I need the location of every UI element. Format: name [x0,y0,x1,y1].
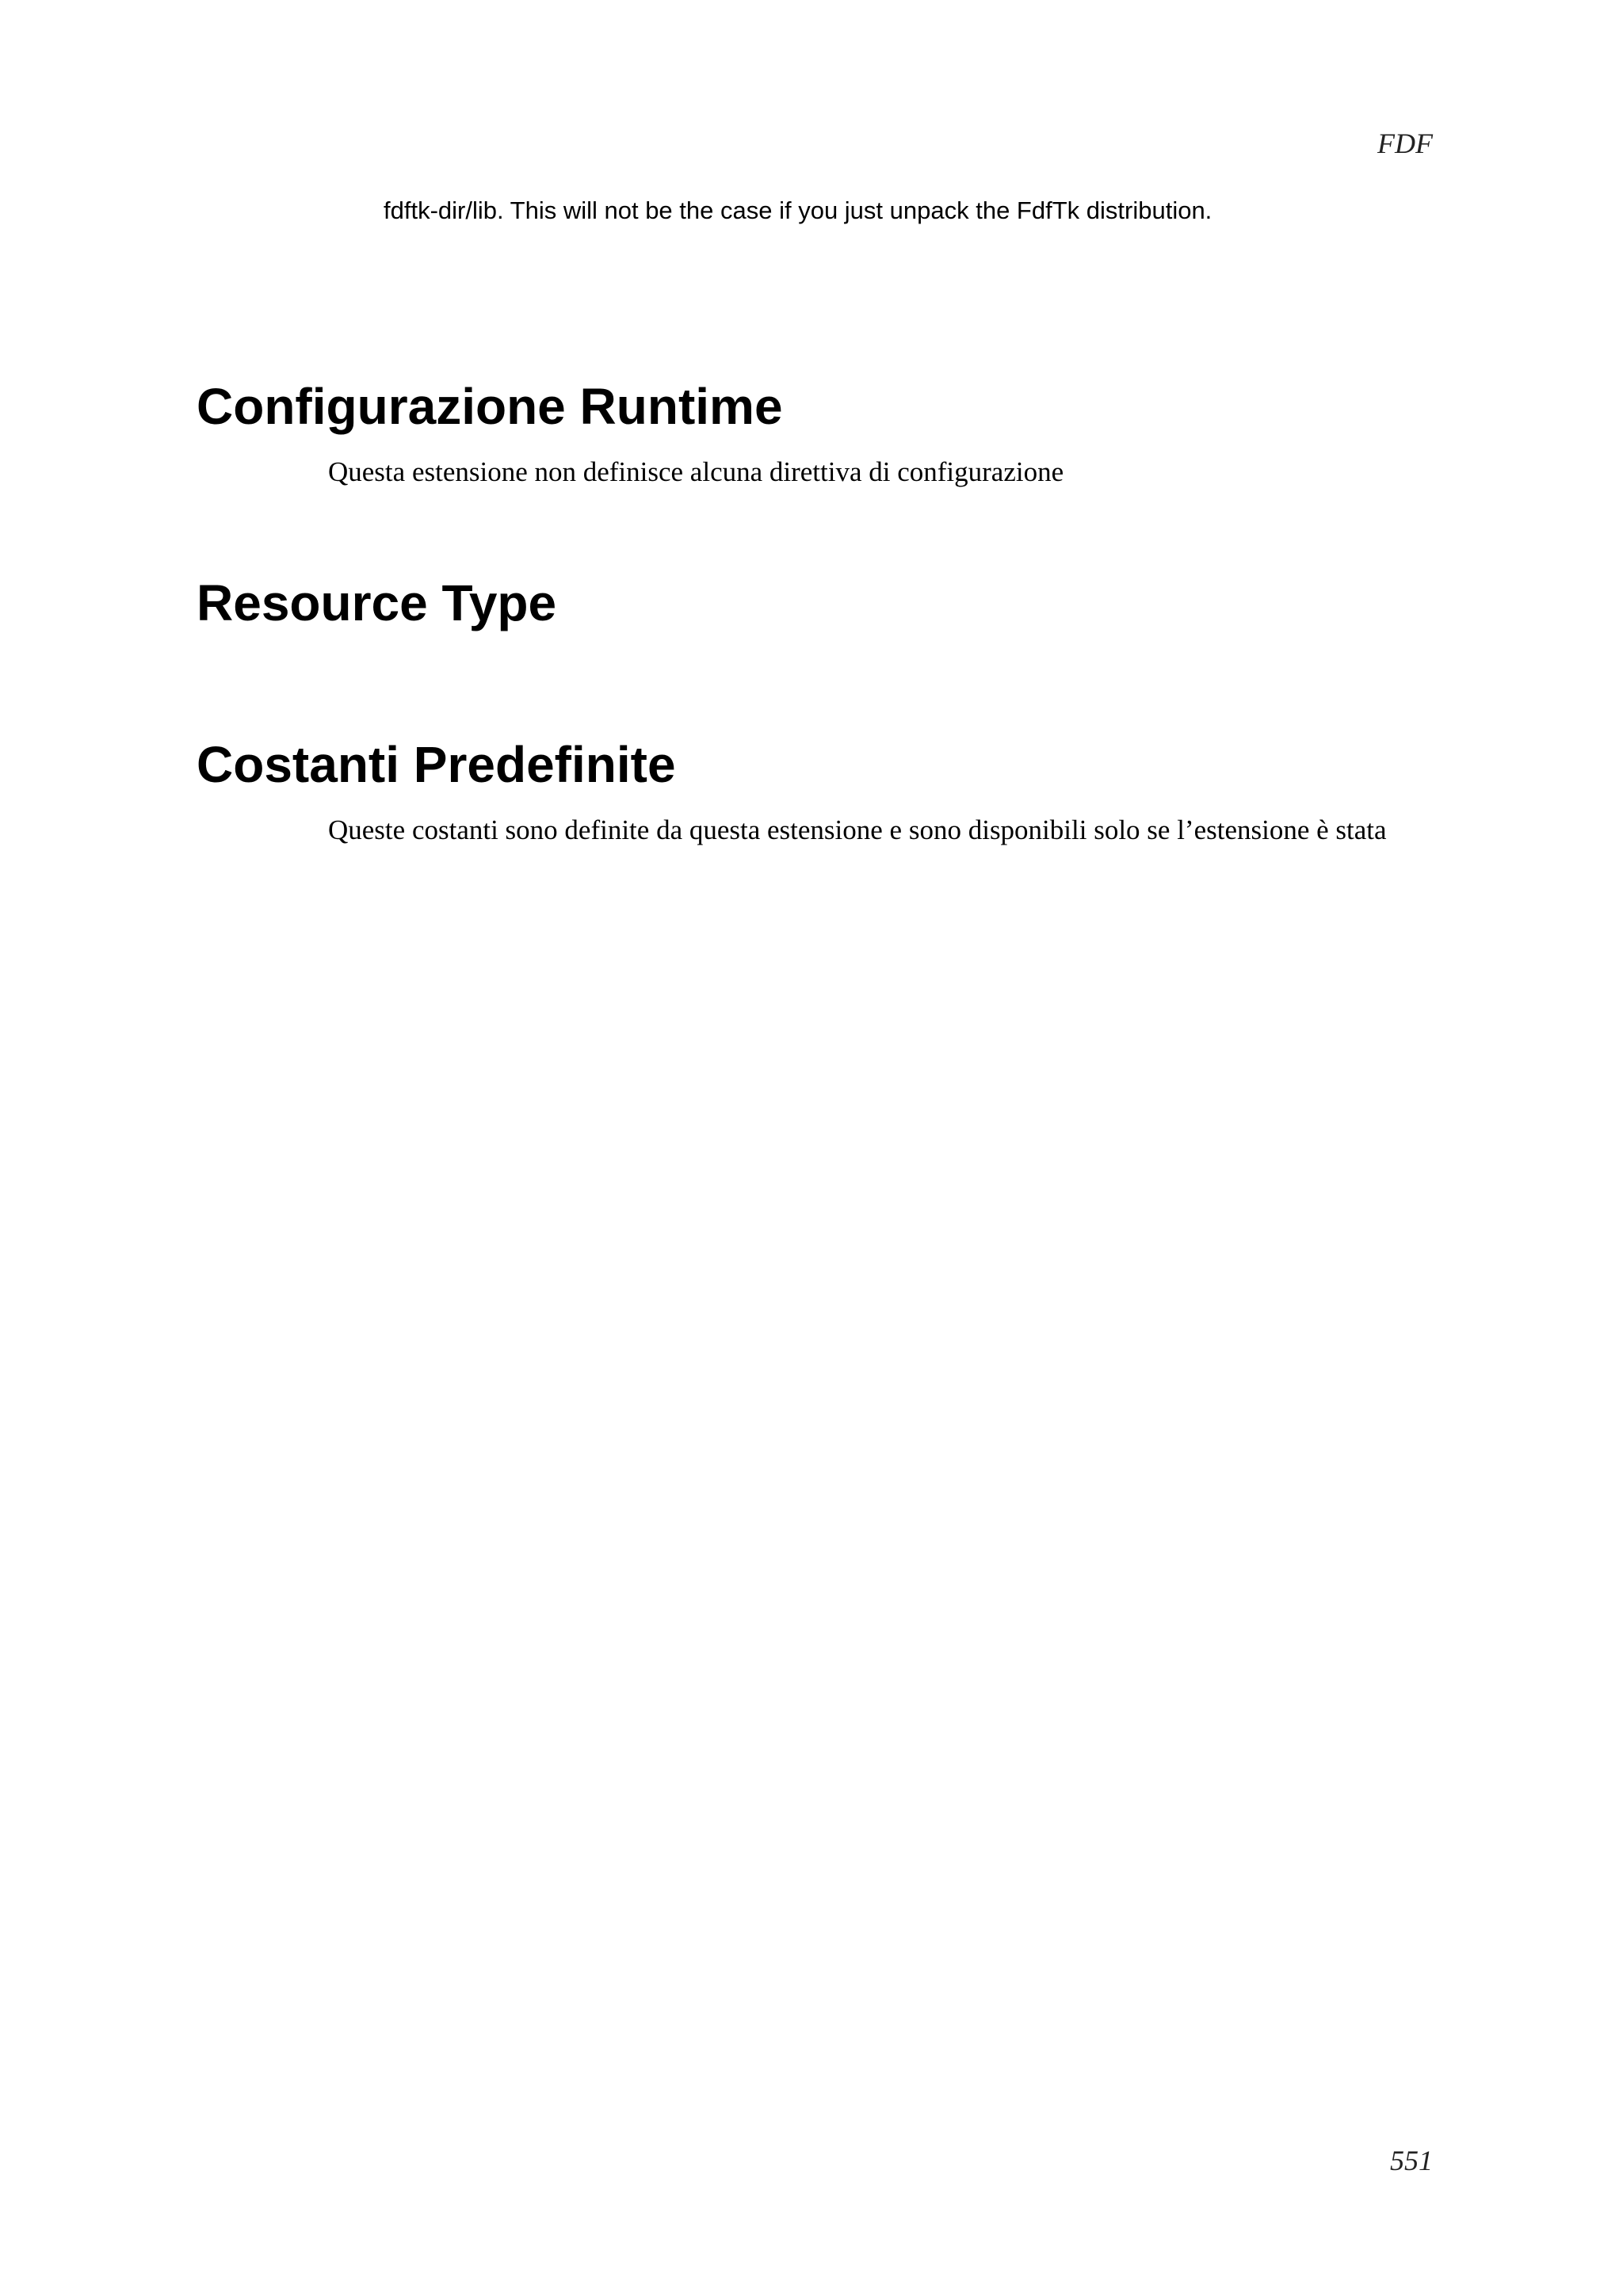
section-heading-resource-type: Resource Type [197,574,557,631]
section-body-predefined-constants: Queste costanti sono definite da questa estensione e sono disponibili solo se l’estensione è stata [328,814,1387,845]
section-heading-runtime-config: Configurazione Runtime [197,378,783,435]
section-heading-predefined-constants: Costanti Predefinite [197,736,676,793]
section-body-runtime-config: Questa estensione non definisce alcuna direttiva di configurazione [328,456,1064,487]
intro-text: fdftk-dir/lib. This will not be the case if you just unpack the FdfTk distribution. [384,196,1212,224]
running-header: FDF [1377,128,1433,159]
page-number: 551 [1390,2145,1433,2176]
